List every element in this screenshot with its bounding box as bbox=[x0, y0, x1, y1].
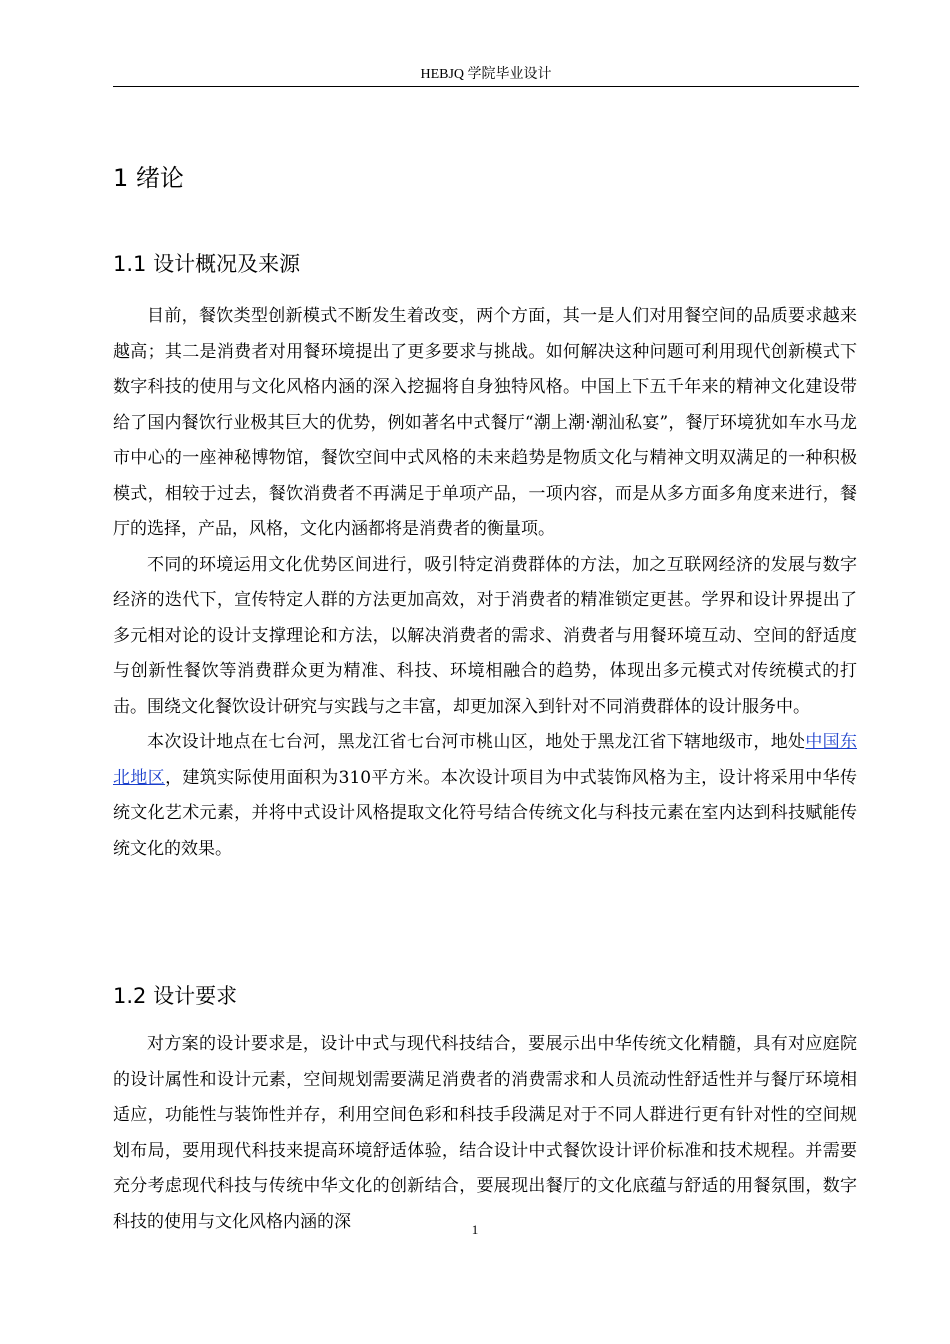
section-1-2-body bbox=[113, 1027, 857, 1240]
header-rule bbox=[113, 86, 859, 87]
section-1-1-body bbox=[113, 299, 857, 867]
section-title-1-2: 1.2 设计要求 bbox=[113, 984, 238, 1008]
page-number: 1 bbox=[471, 1222, 479, 1237]
chapter-title: 1 绪论 bbox=[113, 164, 184, 192]
paragraph-text: ，建筑实际使用面积为310平方米。本次设计项目为中式装饰风格为主，设计将采用中华传统文化艺术元素，并将中式设计风格提取文化符号结合传统文化与科技元素在室内达到科技赋能传统文化的效果。 bbox=[113, 767, 858, 859]
page-header: HEBJQ 学院毕业设计 bbox=[420, 67, 552, 82]
paragraph: 对方案的设计要求是，设计中式与现代科技结合，要展示出中华传统文化精髓，具有对应庭院的设计属性和设计元素，空间规划需要满足消费者的消费需求和人员流动性舒适性并与餐厅环境相适应，功能性与装饰性并存，利用空间色彩和科技手段满足对于不同人群进行更有针对性的空间规划布局，要用现代科技来提高环境舒适体验，结合设计中式餐饮设计评价标准和技术规程。并需要充分考虑现代科技与传统中华文化的创新结合，要展现出餐厅的文化底蕴与舒适的用餐氛围，数字科技的使用与文化风格内涵的深 bbox=[113, 1034, 857, 1232]
paragraph: 目前，餐饮类型创新模式不断发生着改变，两个方面，其一是人们对用餐空间的品质要求越来越高；其二是消费者对用餐环境提出了更多要求与挑战。如何解决这种问题可利用现代创新模式下数字科技的使用与文化风格内涵的深入挖掘将自身独特风格。中国上下五千年来的精神文化建设带给了国内餐饮行业极其巨大的优势，例如著名中式餐厅“潮上潮·潮汕私宴”，餐厅环境犹如车水马龙市中心的一座神秘博物馆，餐饮空间中式风格的未来趋势是物质文化与精神文明双满足的一种积极模式，相较于过去，餐饮消费者不再满足于单项产品，一项内容，而是从多方面多角度来进行，餐厅的选择，产品，风格，文化内涵都将是消费者的衡量项。 bbox=[113, 306, 857, 539]
paragraph bbox=[113, 725, 857, 867]
section-title-1-1: 1.1 设计概况及来源 bbox=[113, 252, 301, 276]
link-northeast-china[interactable]: 中国东北地区 bbox=[113, 732, 858, 788]
paragraph-text: 本次设计地点在七台河，黑龙江省七台河市桃山区，地处于黑龙江省下辖地级市，地处 bbox=[147, 732, 806, 752]
paragraph: 不同的环境运用文化优势区间进行，吸引特定消费群体的方法，加之互联网经济的发展与数字经济的迭代下，宣传特定人群的方法更加高效，对于消费者的精准锁定更甚。学界和设计界提出了多元相对论的设计支撑理论和方法，以解决消费者的需求、消费者与用餐环境互动、空间的舒适度与创新性餐饮等消费群众更为精准、科技、环境相融合的趋势，体现出多元模式对传统模式的打击。围绕文化餐饮设计研究与实践与之丰富，却更加深入到针对不同消费群体的设计服务中。 bbox=[113, 554, 857, 717]
